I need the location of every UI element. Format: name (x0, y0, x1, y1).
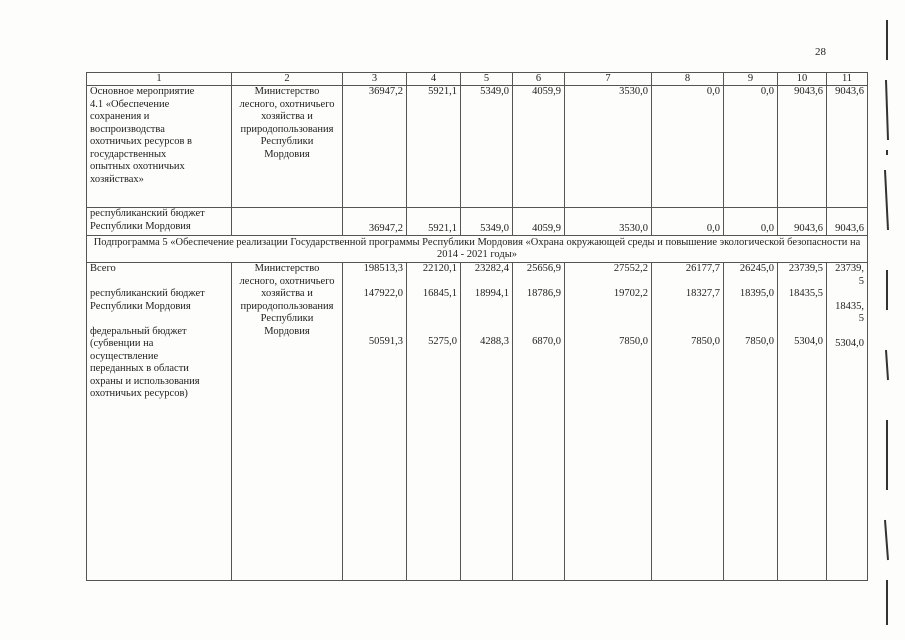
federal-budget-line: осуществление (90, 350, 159, 362)
column-number: 11 (827, 73, 868, 86)
subprogram-row (87, 263, 868, 581)
budget-schedule-table (86, 72, 868, 581)
total-value: 23739,5 (788, 263, 823, 274)
federal-value: 7850,0 (619, 335, 648, 347)
executor-line: Мордовия (264, 148, 310, 160)
scan-edge-artifact (884, 20, 890, 630)
measure-name-line: опытных охотничьих (90, 161, 185, 172)
value-cell: 4059,9 (513, 208, 565, 236)
total-label: Всего (90, 263, 116, 274)
page-number: 28 (815, 46, 826, 58)
value-cell: 9043,6 (778, 208, 827, 236)
value-column (724, 263, 778, 581)
executor-line: хозяйства и (261, 111, 313, 122)
value-column (513, 263, 565, 581)
regional-value: 18786,9 (526, 288, 561, 299)
federal-value: 6870,0 (532, 335, 561, 347)
empty-executor-cell (232, 208, 343, 236)
value-cell: 5921,1 (407, 86, 461, 208)
value-cell: 3530,0 (565, 86, 652, 208)
funding-source-line: Республики Мордовия (90, 220, 191, 232)
regional-value: 18435,5 (788, 288, 823, 299)
value-cell: 4059,9 (513, 86, 565, 208)
executor-line: Министерство (254, 86, 320, 97)
federal-budget-line: охраны и использования (90, 375, 200, 387)
federal-value: 5275,0 (428, 335, 457, 347)
federal-budget-line: федеральный бюджет (90, 325, 187, 337)
regional-value: 18327,7 (685, 288, 720, 299)
executor-line: лесного, охотничьего (239, 98, 335, 110)
executor-line: природопользования (240, 300, 334, 312)
executor-line: Республики (260, 313, 314, 324)
subprogram-heading-row (87, 236, 868, 263)
regional-value: 16845,1 (422, 288, 457, 299)
regional-budget-line: республиканский бюджет (90, 288, 205, 299)
federal-budget-line: переданных в области (90, 363, 189, 374)
subprogram-title: Подпрограмма 5 «Обеспечение реализации Государственной программы Республики Мордовия «Охрана окружающей среды и повышение экологической безопасности на 2014 - 2021 годы» (87, 236, 868, 263)
regional-value: 19702,2 (613, 288, 648, 299)
value-column (461, 263, 513, 581)
column-number: 9 (724, 73, 778, 86)
federal-budget-line: охотничьих ресурсов) (90, 388, 188, 399)
responsible-executor (232, 263, 343, 581)
measure-name-line: 4.1 «Обеспечение (90, 98, 170, 110)
executor-line: Республики (260, 136, 314, 147)
value-cell: 0,0 (724, 208, 778, 236)
column-number: 5 (461, 73, 513, 86)
executor-line: хозяйства и (261, 288, 313, 299)
funding-source-line: республиканский бюджет (90, 208, 205, 219)
value-total: 36947,2 (343, 208, 407, 236)
value-cell: 3530,0 (565, 208, 652, 236)
measure-row (87, 86, 868, 208)
executor-line: природопользования (240, 123, 334, 135)
column-number: 1 (87, 73, 232, 86)
total-value: 26245,0 (739, 263, 774, 274)
regional-value: 18395,0 (739, 288, 774, 299)
column-number: 4 (407, 73, 461, 86)
funding-source-row (87, 208, 868, 236)
measure-name-line: хозяйствах» (90, 173, 144, 185)
funding-source-name (87, 208, 232, 236)
total-value: 27552,2 (613, 263, 648, 274)
value-cell: 5349,0 (461, 86, 513, 208)
column-number: 3 (343, 73, 407, 86)
column-number: 7 (565, 73, 652, 86)
executor-line: Мордовия (264, 325, 310, 337)
value-cell: 5921,1 (407, 208, 461, 236)
federal-value: 7850,0 (745, 335, 774, 347)
measure-name-line: воспроизводства (90, 123, 165, 135)
regional-value: 18435,5 (835, 300, 864, 324)
measure-name-line: государственных (90, 148, 167, 160)
column-number: 6 (513, 73, 565, 86)
total-value: 23739,5 (835, 263, 864, 287)
value-total: 36947,2 (343, 86, 407, 208)
value-cell: 9043,6 (827, 208, 868, 236)
funding-sources (87, 263, 232, 581)
value-cell: 9043,6 (778, 86, 827, 208)
value-cell: 5349,0 (461, 208, 513, 236)
total-value: 23282,4 (474, 263, 509, 274)
responsible-executor (232, 86, 343, 208)
federal-value: 7850,0 (691, 335, 720, 347)
federal-value: 5304,0 (835, 338, 864, 349)
column-number: 8 (652, 73, 724, 86)
regional-value: 18994,1 (474, 288, 509, 299)
executor-line: лесного, охотничьего (239, 275, 335, 287)
federal-value: 5304,0 (794, 335, 823, 347)
federal-value: 50591,3 (368, 335, 403, 347)
measure-name (87, 86, 232, 208)
value-column (778, 263, 827, 581)
value-column (652, 263, 724, 581)
column-number: 10 (778, 73, 827, 86)
value-column (407, 263, 461, 581)
value-column (827, 263, 868, 581)
regional-budget-line: Республики Мордовия (90, 300, 191, 312)
value-column (565, 263, 652, 581)
value-cell: 0,0 (652, 86, 724, 208)
measure-name-line: Основное мероприятие (90, 86, 195, 97)
column-number: 2 (232, 73, 343, 86)
measure-name-line: сохранения и (90, 111, 150, 122)
value-cell: 0,0 (652, 208, 724, 236)
total-value: 22120,1 (422, 263, 457, 274)
value-cell: 9043,6 (827, 86, 868, 208)
value-cell: 0,0 (724, 86, 778, 208)
total-value: 198513,3 (363, 263, 403, 274)
value-column (343, 263, 407, 581)
executor-line: Министерство (254, 263, 320, 274)
federal-value: 4288,3 (480, 335, 509, 347)
measure-name-line: охотничьих ресурсов в (90, 136, 192, 147)
total-value: 25656,9 (526, 263, 561, 274)
federal-budget-line: (субвенции на (90, 338, 154, 349)
regional-value: 147922,0 (363, 288, 403, 299)
total-value: 26177,7 (685, 263, 720, 274)
column-number-row (87, 73, 868, 86)
